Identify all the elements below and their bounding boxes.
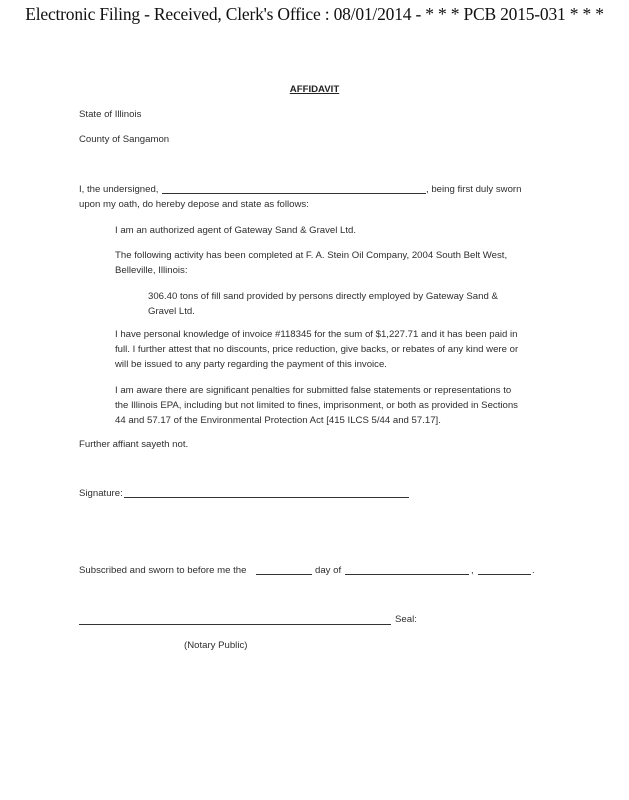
intro-prefix: I, the undersigned, (79, 184, 159, 195)
knowledge-line-2: full. I further attest that no discounts, price reduction, give backs, or rebates of any kind were or (115, 344, 519, 355)
penalties-line-3: 44 and 57.17 of the Environmental Protection Act [415 ILCS 5/44 and 57.17]. (115, 415, 441, 426)
state-line: State of Illinois (79, 109, 142, 120)
penalties-line-1: I am aware there are significant penalties for submitted false statements or representations to (115, 385, 512, 396)
subscribed-prefix: Subscribed and sworn to before me the (79, 565, 247, 576)
signature-line (124, 497, 409, 498)
county-line: County of Sangamon (79, 134, 170, 145)
day-of-label: day of (315, 565, 342, 576)
further-statement: Further affiant sayeth not. (79, 439, 189, 450)
period-mark: . (532, 565, 535, 576)
agent-statement: I am an authorized agent of Gateway Sand & Gravel Ltd. (115, 225, 357, 236)
intro-line-2: upon my oath, do hereby depose and state as follows: (79, 199, 309, 210)
name-blank-line (162, 193, 426, 194)
notary-signature-line (79, 624, 391, 625)
seal-label: Seal: (395, 614, 417, 625)
document-title: AFFIDAVIT (289, 84, 340, 95)
signature-label: Signature: (79, 488, 123, 499)
month-blank-line (345, 574, 469, 575)
detail-line-2: Gravel Ltd. (148, 306, 195, 317)
intro-suffix: , being first duly sworn (426, 184, 522, 195)
filing-header: Electronic Filing - Received, Clerk's Office : 08/01/2014 - * * * PCB 2015-031 * * * (25, 4, 604, 24)
day-blank-line (256, 574, 312, 575)
notary-public-label: (Notary Public) (184, 640, 248, 651)
detail-line-1: 306.40 tons of fill sand provided by persons directly employed by Gateway Sand & (148, 291, 498, 302)
knowledge-line-3: will be issued to any party regarding the payment of this invoice. (115, 359, 387, 370)
comma-mark: , (471, 565, 474, 576)
activity-line-1: The following activity has been completed at F. A. Stein Oil Company, 2004 South Belt West, (115, 250, 508, 261)
knowledge-line-1: I have personal knowledge of invoice #118345 for the sum of $1,227.71 and it has been paid in (115, 329, 518, 340)
year-blank-line (478, 574, 531, 575)
penalties-line-2: the Illinois EPA, including but not limited to fines, imprisonment, or both as provided in Sections (115, 400, 518, 411)
activity-line-2: Belleville, Illinois: (115, 265, 188, 276)
